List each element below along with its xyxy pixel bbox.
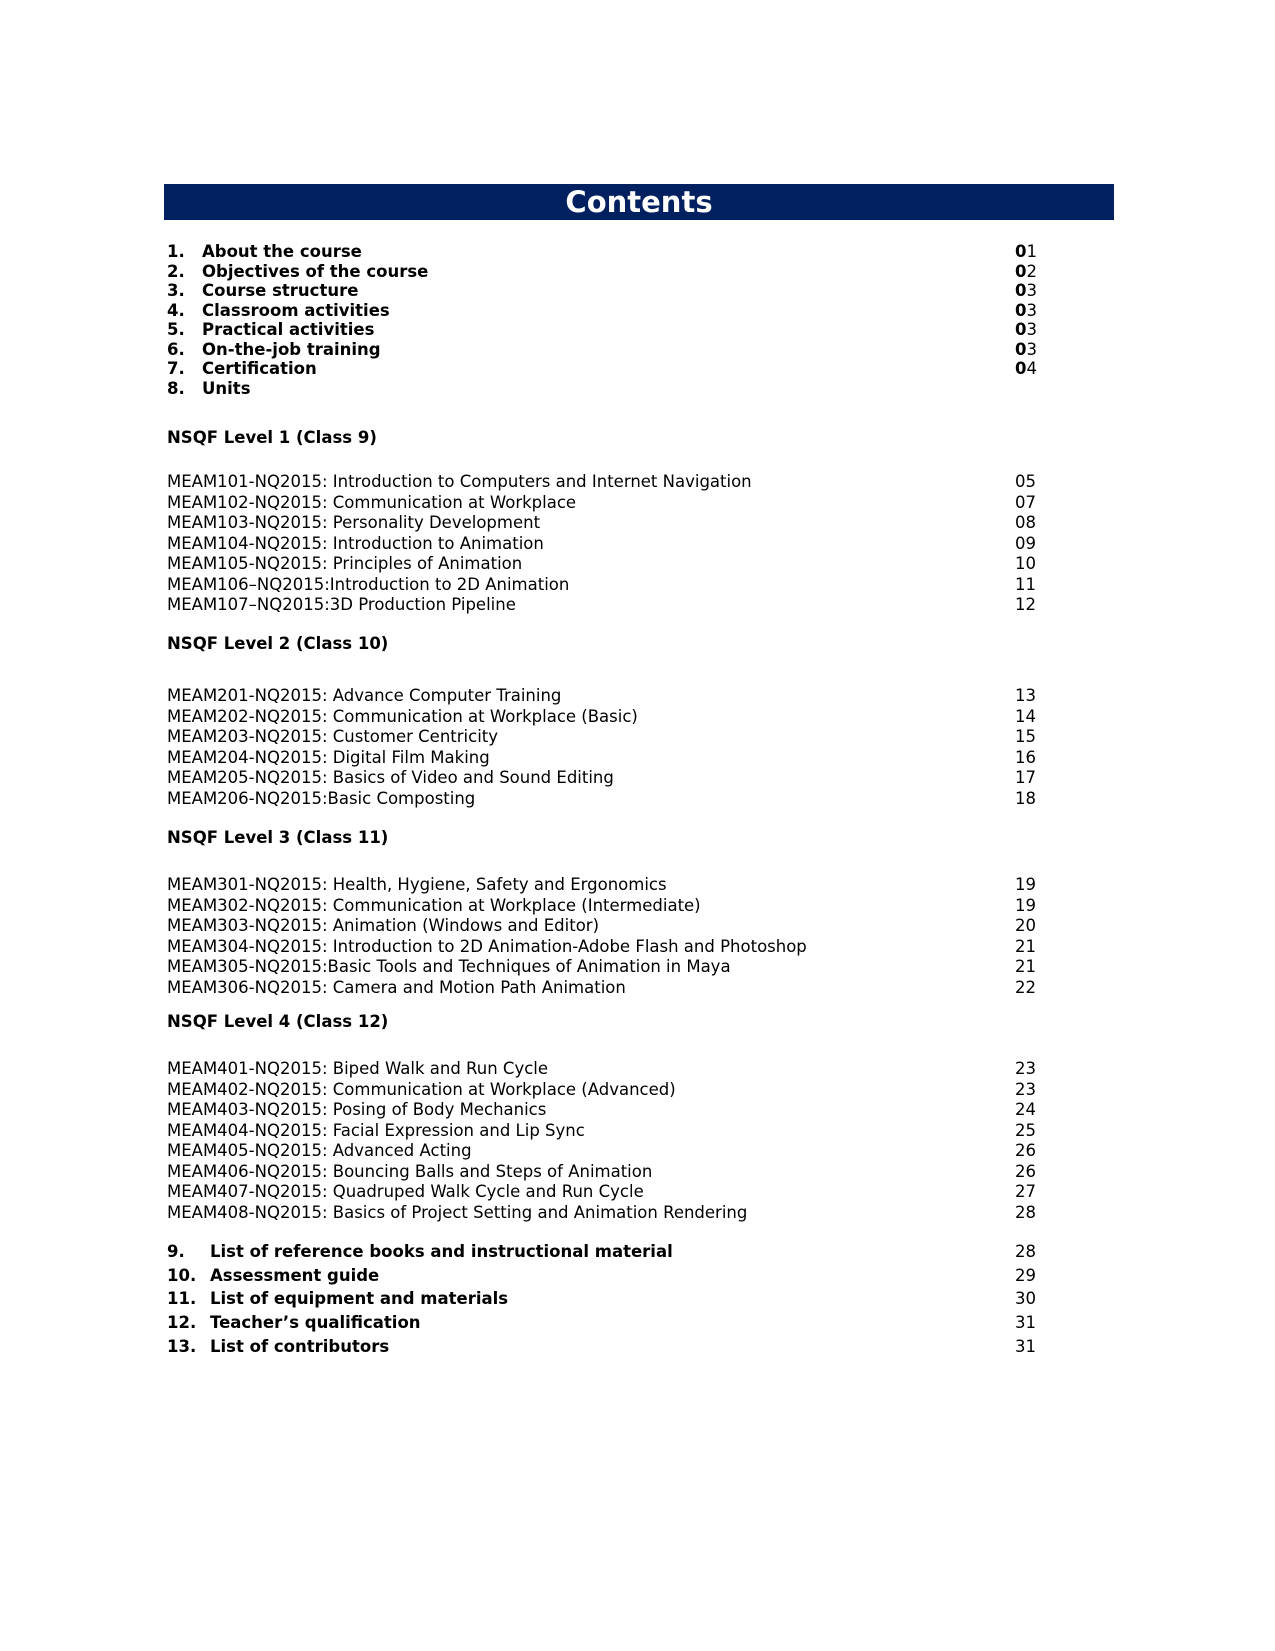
toc-item-title: List of reference books and instructional material	[210, 1242, 673, 1261]
toc-item-number: 13.	[167, 1336, 197, 1356]
unit-page: 20	[1015, 916, 1036, 935]
level-heading: NSQF Level 3 (Class 11)	[167, 828, 389, 847]
unit-page: 21	[1015, 957, 1036, 976]
unit-row	[167, 1079, 1067, 1101]
toc-item-number: 2.	[167, 261, 185, 281]
unit-title: MEAM404-NQ2015: Facial Expression and Lip Sync	[167, 1120, 585, 1140]
toc-item-title: Objectives of the course	[202, 261, 429, 281]
unit-page: 25	[1015, 1120, 1036, 1140]
unit-row	[167, 788, 1067, 810]
unit-title: MEAM403-NQ2015: Posing of Body Mechanics	[167, 1100, 547, 1119]
toc-item-number: 11.	[167, 1289, 197, 1309]
unit-page: 22	[1015, 977, 1036, 997]
unit-row	[167, 767, 1067, 789]
unit-page: 10	[1015, 554, 1036, 573]
toc-item-page-lead: 0	[1015, 339, 1027, 359]
unit-row	[167, 726, 1067, 748]
unit-row	[167, 706, 1067, 728]
unit-title: MEAM407-NQ2015: Quadruped Walk Cycle and Run Cycle	[167, 1182, 644, 1201]
unit-title: MEAM203-NQ2015: Customer Centricity	[167, 727, 499, 746]
toc-item-title: Units	[202, 378, 251, 398]
level-heading: NSQF Level 2 (Class 10)	[167, 634, 389, 653]
unit-page: 17	[1015, 768, 1036, 787]
toc-item-title: List of equipment and materials	[210, 1289, 509, 1309]
unit-page: 09	[1015, 533, 1036, 553]
unit-title: MEAM206-NQ2015:Basic Composting	[167, 788, 476, 808]
toc-item-number: 7.	[167, 359, 185, 378]
toc-item-page: 28	[1015, 1242, 1036, 1261]
unit-title: MEAM106–NQ2015:Introduction to 2D Animation	[167, 574, 570, 594]
toc-item	[167, 1265, 1067, 1287]
toc-item	[167, 378, 1067, 400]
toc-item-page-rest: 3	[1026, 339, 1037, 359]
unit-row	[167, 594, 1067, 616]
unit-row	[167, 1099, 1067, 1121]
unit-row	[167, 685, 1067, 707]
unit-row	[167, 1058, 1067, 1080]
toc-item-title: Course structure	[202, 281, 359, 300]
unit-page: 12	[1015, 595, 1036, 614]
unit-row	[167, 956, 1067, 978]
unit-title: MEAM402-NQ2015: Communication at Workplace (Advanced)	[167, 1079, 676, 1099]
toc-item-title: List of contributors	[210, 1336, 390, 1356]
unit-row	[167, 936, 1067, 958]
unit-row	[167, 977, 1067, 999]
unit-title: MEAM405-NQ2015: Advanced Acting	[167, 1141, 472, 1160]
toc-item-page-rest: 1	[1026, 242, 1037, 261]
unit-page: 07	[1015, 492, 1036, 512]
unit-page: 28	[1015, 1202, 1036, 1222]
unit-row	[167, 1120, 1067, 1142]
unit-page: 08	[1015, 513, 1036, 532]
toc-item-page-rest: 3	[1026, 300, 1037, 320]
toc-item-page-lead: 0	[1015, 242, 1027, 261]
toc-item-page-rest: 3	[1026, 320, 1037, 339]
toc-item-number: 1.	[167, 242, 185, 261]
unit-page: 05	[1015, 472, 1036, 491]
toc-item	[167, 1288, 1067, 1310]
toc-item-number: 12.	[167, 1313, 197, 1333]
unit-title: MEAM408-NQ2015: Basics of Project Setting and Animation Rendering	[167, 1202, 748, 1222]
unit-title: MEAM105-NQ2015: Principles of Animation	[167, 554, 523, 573]
unit-row	[167, 1161, 1067, 1183]
unit-title: MEAM304-NQ2015: Introduction to 2D Animation-Adobe Flash and Photoshop	[167, 936, 807, 956]
unit-page: 26	[1015, 1141, 1036, 1160]
toc-item-page: 29	[1015, 1265, 1036, 1285]
unit-page: 14	[1015, 706, 1036, 726]
unit-row	[167, 574, 1067, 596]
unit-title: MEAM303-NQ2015: Animation (Windows and Editor)	[167, 916, 600, 935]
unit-row	[167, 747, 1067, 769]
toc-item	[167, 1312, 1067, 1334]
contents-banner	[164, 184, 1114, 220]
unit-row	[167, 512, 1067, 534]
unit-title: MEAM104-NQ2015: Introduction to Animation	[167, 533, 544, 553]
unit-row	[167, 895, 1067, 917]
unit-title: MEAM101-NQ2015: Introduction to Computers and Internet Navigation	[167, 472, 752, 491]
unit-page: 13	[1015, 686, 1036, 705]
toc-item-title: Classroom activities	[202, 300, 390, 320]
toc-item-number: 4.	[167, 300, 185, 320]
unit-page: 23	[1015, 1079, 1036, 1099]
unit-title: MEAM205-NQ2015: Basics of Video and Sound Editing	[167, 768, 614, 787]
unit-row	[167, 533, 1067, 555]
toc-item-page-rest: 4	[1026, 359, 1037, 378]
unit-page: 21	[1015, 936, 1036, 956]
unit-row	[167, 874, 1067, 896]
unit-row	[167, 553, 1067, 575]
unit-title: MEAM305-NQ2015:Basic Tools and Techniques of Animation in Maya	[167, 957, 731, 976]
toc-item-number: 5.	[167, 320, 185, 339]
unit-row	[167, 1140, 1067, 1162]
toc-item-number: 3.	[167, 281, 185, 300]
unit-page: 24	[1015, 1100, 1036, 1119]
toc-item-page-lead: 0	[1015, 300, 1027, 320]
unit-row	[167, 492, 1067, 514]
unit-page: 23	[1015, 1059, 1036, 1078]
toc-item	[167, 1336, 1067, 1358]
toc-item-page: 31	[1015, 1336, 1036, 1356]
toc-item-title: Teacher’s qualification	[210, 1313, 421, 1333]
unit-page: 15	[1015, 727, 1036, 746]
unit-title: MEAM204-NQ2015: Digital Film Making	[167, 747, 490, 767]
unit-title: MEAM401-NQ2015: Biped Walk and Run Cycle	[167, 1059, 549, 1078]
unit-title: MEAM406-NQ2015: Bouncing Balls and Steps of Animation	[167, 1161, 653, 1181]
unit-title: MEAM102-NQ2015: Communication at Workplace	[167, 492, 577, 512]
unit-title: MEAM202-NQ2015: Communication at Workplace (Basic)	[167, 706, 638, 726]
toc-item-page: 30	[1015, 1289, 1036, 1309]
toc-item-number: 9.	[167, 1242, 185, 1261]
toc-item-number: 10.	[167, 1265, 197, 1285]
unit-row	[167, 1181, 1067, 1203]
unit-title: MEAM306-NQ2015: Camera and Motion Path Animation	[167, 977, 626, 997]
unit-title: MEAM103-NQ2015: Personality Development	[167, 513, 541, 532]
unit-page: 19	[1015, 895, 1036, 915]
unit-page: 16	[1015, 747, 1036, 767]
unit-row	[167, 471, 1067, 493]
unit-title: MEAM302-NQ2015: Communication at Workplace (Intermediate)	[167, 895, 701, 915]
toc-item-page-rest: 2	[1026, 261, 1037, 281]
toc-item-page-lead: 0	[1015, 281, 1027, 300]
unit-page: 18	[1015, 788, 1036, 808]
level-heading: NSQF Level 1 (Class 9)	[167, 428, 377, 447]
unit-page: 11	[1015, 574, 1036, 594]
toc-item-title: Practical activities	[202, 320, 375, 339]
toc-item-page-lead: 0	[1015, 359, 1027, 378]
unit-page: 19	[1015, 875, 1036, 894]
toc-item-title: Certification	[202, 359, 317, 378]
toc-item-title: About the course	[202, 242, 362, 261]
unit-page: 27	[1015, 1182, 1036, 1201]
page-title: Contents	[565, 185, 713, 219]
toc-item-number: 6.	[167, 339, 185, 359]
toc-item-title: On-the-job training	[202, 339, 381, 359]
level-heading: NSQF Level 4 (Class 12)	[167, 1012, 389, 1031]
toc-item-number: 8.	[167, 378, 185, 398]
unit-title: MEAM301-NQ2015: Health, Hygiene, Safety and Ergonomics	[167, 875, 667, 894]
toc-item-page-rest: 3	[1026, 281, 1037, 300]
toc-item-page-lead: 0	[1015, 261, 1027, 281]
unit-page: 26	[1015, 1161, 1036, 1181]
unit-row	[167, 1202, 1067, 1224]
unit-title: MEAM107–NQ2015:3D Production Pipeline	[167, 595, 516, 614]
toc-item-title: Assessment guide	[210, 1265, 380, 1285]
toc-item-page: 31	[1015, 1313, 1036, 1333]
toc-item	[167, 1241, 1067, 1263]
unit-title: MEAM201-NQ2015: Advance Computer Training	[167, 686, 562, 705]
unit-row	[167, 915, 1067, 937]
toc-item-page-lead: 0	[1015, 320, 1027, 339]
